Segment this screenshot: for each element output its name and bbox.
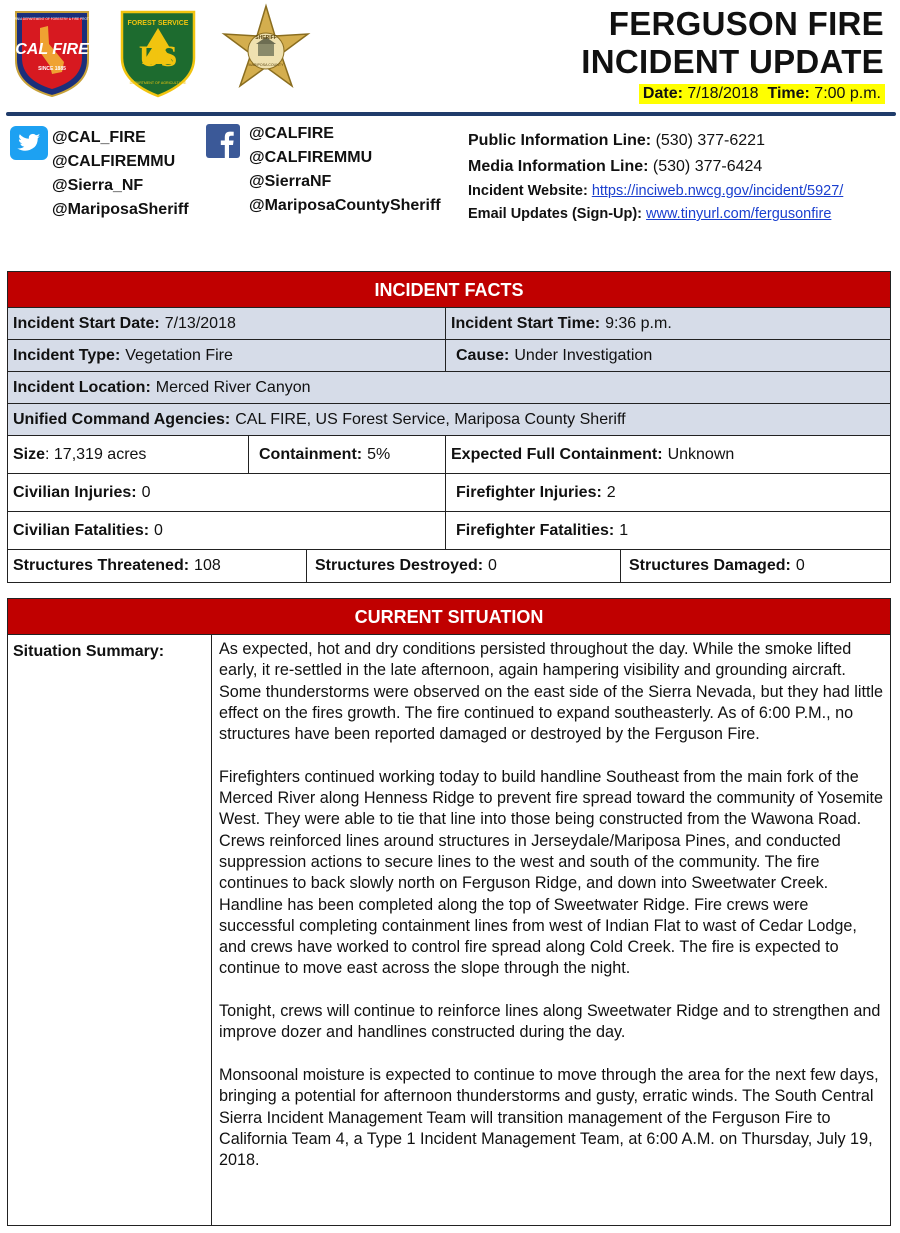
facebook-handle[interactable]: @MariposaCountySheriff — [249, 197, 441, 214]
date-value: 7/18/2018 — [687, 85, 759, 102]
containment-cell — [248, 436, 445, 473]
situation-paragraph: Tonight, crews will continue to reinforce lines along Sweetwater Ridge and to strengthen and improve dozer and handlines constructed during the day. — [219, 1002, 881, 1042]
location-label: Incident Location: — [13, 378, 151, 396]
firefighter-injuries-cell — [445, 474, 890, 511]
facebook-handle[interactable]: @CALFIREMMU — [249, 149, 373, 166]
media-info-phone: (530) 377-6424 — [652, 158, 763, 175]
agencies-value: CAL FIRE, US Forest Service, Mariposa County Sheriff — [235, 410, 626, 428]
firefighter-injuries-label: Firefighter Injuries: — [456, 483, 602, 501]
firefighter-fatalities-cell — [445, 512, 890, 549]
calfire-top-text: CALIFORNIA DEPARTMENT OF FORESTRY & FIRE PROTECTION — [3, 17, 101, 21]
structures-destroyed-value: 0 — [488, 557, 497, 574]
expected-containment-label: Expected Full Containment: — [451, 445, 663, 463]
size-label: Size — [13, 445, 46, 463]
structures-destroyed-label: Structures Destroyed: — [315, 557, 484, 574]
situation-summary-label: Situation Summary: — [8, 635, 212, 1225]
civilian-injuries-label: Civilian Injuries: — [13, 483, 137, 501]
structures-damaged-value: 0 — [795, 557, 805, 574]
start-date-cell — [8, 308, 445, 339]
calfire-name: CAL FIRE — [15, 41, 89, 58]
agencies-label: Unified Command Agencies: — [13, 410, 231, 428]
incident-facts-table — [7, 271, 891, 583]
firefighter-fatalities-label: Firefighter Fatalities: — [456, 521, 615, 539]
expected-containment-value: Unknown — [667, 445, 735, 463]
civilian-fatalities-label: Civilian Fatalities: — [13, 521, 150, 539]
media-info-line — [468, 154, 900, 180]
cause-value: Under Investigation — [514, 346, 653, 364]
incident-type-value: Vegetation Fire — [125, 346, 233, 364]
facts-row-injuries — [8, 474, 890, 512]
civilian-injuries-value: 0 — [141, 483, 151, 501]
facebook-handle[interactable]: @CALFIRE — [249, 125, 334, 142]
start-date-label: Incident Start Date: — [13, 314, 160, 332]
calfire-since: SINCE 1885 — [38, 66, 66, 72]
facts-row-fatalities — [8, 512, 890, 550]
structures-destroyed-cell — [306, 550, 620, 582]
facts-row-type — [8, 340, 890, 372]
location-cell — [8, 372, 890, 403]
usfs-letters: US — [138, 40, 178, 73]
structures-threatened-value: 108 — [194, 557, 221, 574]
civilian-fatalities-cell — [8, 512, 445, 549]
structures-threatened-label: Structures Threatened: — [13, 557, 190, 574]
facts-row-location — [8, 372, 890, 404]
twitter-icon[interactable] — [10, 126, 48, 160]
facebook-handles — [249, 122, 441, 218]
public-info-phone: (530) 377-6221 — [655, 132, 765, 149]
twitter-handles — [52, 126, 189, 222]
facts-row-start — [8, 308, 890, 340]
size-cell — [8, 436, 248, 473]
firefighter-fatalities-value: 1 — [619, 521, 629, 539]
situation-paragraph: Monsoonal moisture is expected to continue to move through the area for the next few days, bringing a potential for afternoon thunderstorms and gusty, erratic winds. The South Central Sierra Incident Management Team will transition management of the Ferguson Fire to California Team 4, a Type 1 Incident Management Team, at 6:00 A.M. on Thursday, July 19, 2018. — [219, 1065, 879, 1170]
twitter-handle[interactable]: @CAL_FIRE — [52, 129, 146, 146]
media-info-label: Media Information Line: — [468, 158, 649, 175]
incident-facts-header: INCIDENT FACTS — [8, 272, 890, 308]
start-time-value: 9:36 p.m. — [605, 314, 672, 332]
public-info-line — [468, 128, 900, 154]
document-title-line-1: FERGUSON FIRE — [608, 5, 884, 42]
public-info-label: Public Information Line: — [468, 132, 652, 149]
usfs-top-text: FOREST SERVICE — [127, 20, 189, 27]
facebook-icon[interactable] — [206, 124, 240, 158]
forest-service-logo — [118, 8, 198, 100]
twitter-handle[interactable]: @MariposaSheriff — [52, 201, 189, 218]
current-situation-table — [7, 598, 891, 1226]
time-label: Time: — [767, 85, 810, 102]
situation-paragraph: Firefighters continued working today to build handline Southeast from the main fork of the Merced River along Henness Ridge to prevent fire spread toward the community of Yosemite West. They were able to tie that line into those being constructed from the Wawona Road. Crews reinforced lines around structures in Jerseydale/Mariposa Pines, and conducted suppression actions to secure lines to the west and south of the community. The fire continues to back slowly north on Ferguson Ridge, and down into Sweetwater Creek. Handline has been completed along the top of Sweetwater Ridge. Fire crews were successful completing containment lines from west of Indian Flat to wast of Cedar Lodge, and crews have worked to control fire spread along Cold Creek. The fire is expected to continue to move east across the slope through the night. — [219, 767, 884, 978]
civilian-fatalities-value: 0 — [154, 521, 163, 539]
situation-body — [8, 635, 890, 1225]
sheriff-badge-logo — [218, 4, 314, 100]
expected-containment-cell — [445, 436, 890, 473]
civilian-injuries-cell — [8, 474, 445, 511]
time-value: 7:00 p.m. — [814, 85, 881, 102]
incident-type-cell — [8, 340, 445, 371]
incident-type-label: Incident Type: — [13, 346, 121, 364]
incident-website-label: Incident Website: — [468, 183, 588, 199]
location-value: Merced River Canyon — [155, 378, 311, 396]
start-time-label: Incident Start Time: — [451, 314, 601, 332]
structures-damaged-cell — [620, 550, 890, 582]
email-updates-link[interactable]: www.tinyurl.com/fergusonfire — [646, 206, 832, 222]
email-updates-label: Email Updates (Sign-Up): — [468, 206, 643, 222]
cause-cell — [445, 340, 890, 371]
start-time-cell — [445, 308, 890, 339]
document-title-line-2: INCIDENT UPDATE — [581, 43, 884, 80]
twitter-handle[interactable]: @Sierra_NF — [52, 177, 144, 194]
agencies-cell — [8, 404, 890, 435]
sheriff-top-text: SHERIFF — [255, 35, 277, 41]
facts-row-structures — [8, 550, 890, 582]
twitter-handle[interactable]: @CALFIREMMU — [52, 153, 176, 170]
email-updates-line — [468, 203, 900, 226]
structures-threatened-cell — [8, 550, 306, 582]
current-situation-header: CURRENT SITUATION — [8, 599, 890, 635]
contact-info — [468, 128, 900, 226]
date-time-strip — [639, 84, 885, 104]
header-divider — [6, 112, 896, 116]
firefighter-injuries-value: 2 — [606, 483, 616, 501]
situation-summary-text — [212, 635, 890, 1225]
structures-damaged-label: Structures Damaged: — [629, 557, 791, 574]
situation-paragraph: As expected, hot and dry conditions persisted throughout the day. While the smoke lifted early, it re-settled in the late afternoon, again hampering visibility and grounding aircraft. Some thunderstorms were observed on the east side of the Sierra Nevada, but they had little effect on the fires growth. The fire continued to expand southeasterly. As of 6:00 P.M., no structures have been reported damaged or destroyed by the Ferguson Fire. — [219, 640, 884, 744]
containment-label: Containment: — [259, 445, 363, 463]
size-value: : 17,319 acres — [45, 445, 147, 463]
sheriff-bottom-text: MARIPOSA COUNTY — [248, 63, 284, 67]
facts-row-size — [8, 436, 890, 474]
usfs-bottom-text: DEPARTMENT OF AGRICULTURE — [129, 81, 187, 85]
incident-website-link[interactable]: https://inciweb.nwcg.gov/incident/5927/ — [591, 183, 844, 199]
date-label: Date: — [642, 85, 683, 102]
cause-label: Cause: — [456, 346, 510, 364]
containment-value: 5% — [367, 445, 391, 463]
cal-fire-logo — [3, 8, 101, 98]
incident-website-line — [468, 180, 900, 203]
facebook-handle[interactable]: @SierraNF — [249, 173, 332, 190]
facts-row-agencies — [8, 404, 890, 436]
start-date-value: 7/13/2018 — [164, 314, 236, 332]
